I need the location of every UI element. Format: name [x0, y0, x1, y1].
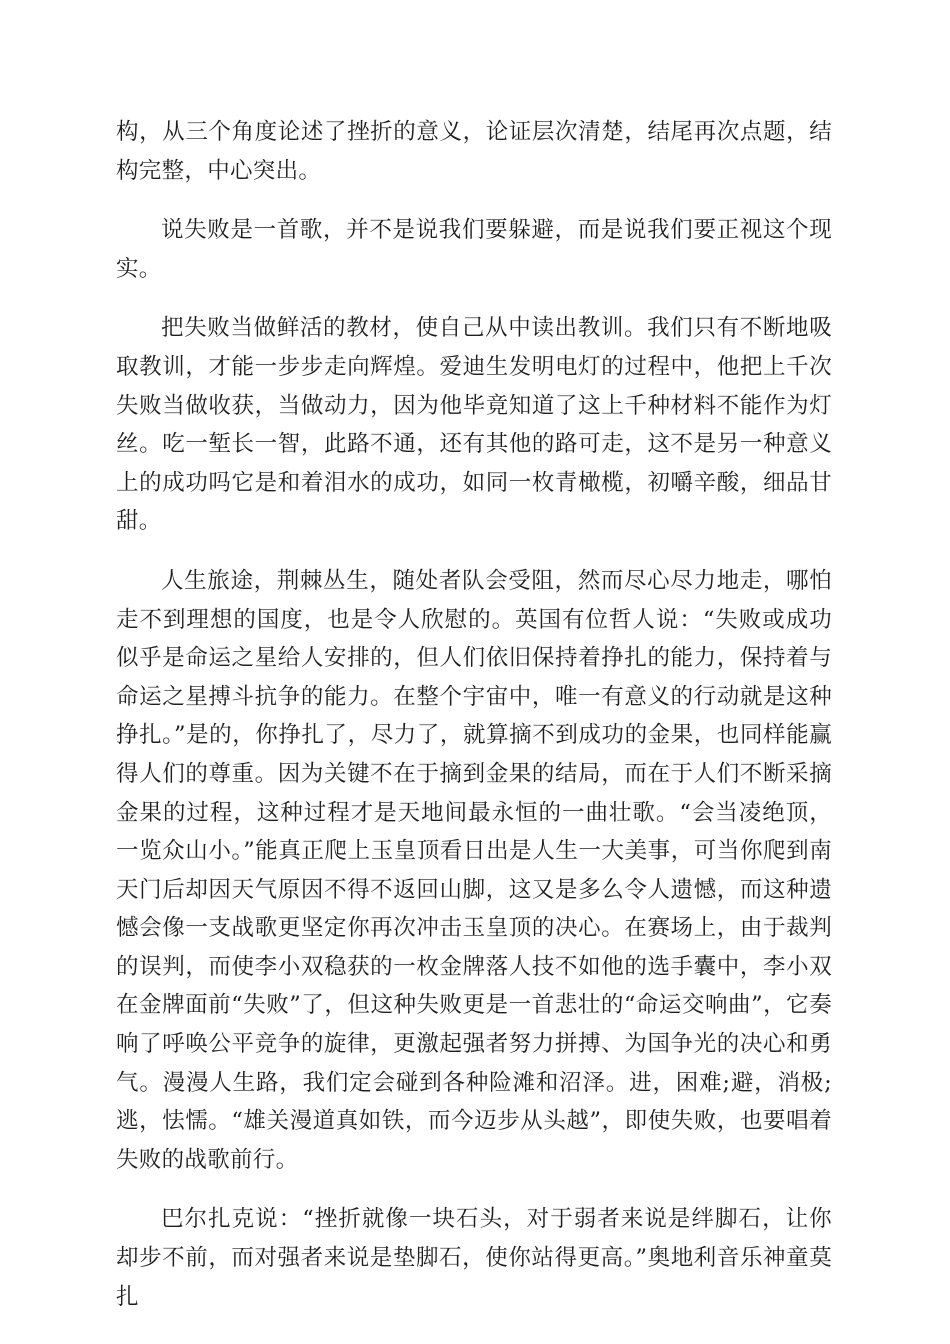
- paragraph: 人生旅途，荆棘丛生，随处者队会受阻，然而尽心尽力地走，哪怕走不到理想的国度，也是令人欣慰的。英国有位哲人说：“失败或成功似乎是命运之星给人安排的，但人们依旧保持着挣扎的能力，保持着与命运之星搏斗抗争的能力。在整个宇宙中，唯一有意义的行动就是这种挣扎。”是的，你挣扎了，尽力了，就算摘不到成功的金果，也同样能赢得人们的尊重。因为关键不在于摘到金果的结局，而在于人们不断采摘金果的过程，这种过程才是天地间最永恒的一曲壮歌。“会当凌绝顶，一览众山小。”能真正爬上玉皇顶看日出是人生一大美事，可当你爬到南天门后却因天气原因不得不返回山脚，这又是多么令人遗憾，而这种遗憾会像一支战歌更坚定你再次冲击玉皇顶的决心。在赛场上，由于裁判的误判，而使李小双稳获的一枚金牌落人技不如他的选手囊中，李小双在金牌面前“失败”了，但这种失败更是一首悲壮的“命运交响曲”，它奏响了呼唤公平竞争的旋律，更激起强者努力拼搏、为国争光的决心和勇气。漫漫人生路，我们定会碰到各种险滩和沼泽。进，困难;避，消极;逃，怯懦。“雄关漫道真如铁，而今迈步从头越”，即使失败，也要唱着失败的战歌前行。: [116, 567, 832, 1173]
- document-page: [116, 113, 832, 1316]
- paragraph: 构，从三个角度论述了挫折的意义，论证层次清楚，结尾再次点题，结构完整，中心突出。: [116, 119, 832, 184]
- paragraph: 说失败是一首歌，并不是说我们要躲避，而是说我们要正视这个现实。: [116, 217, 832, 282]
- paragraph: 巴尔扎克说：“挫折就像一块石头，对于弱者来说是绊脚石，让你却步不前，而对强者来说是垫脚石，使你站得更高。”奥地利音乐神童莫扎: [116, 1206, 832, 1310]
- paragraph: 把失败当做鲜活的教材，使自己从中读出教训。我们只有不断地吸取教训，才能一步步走向辉煌。爱迪生发明电灯的过程中，他把上千次失败当做收获，当做动力，因为他毕竟知道了这上千种材料不能作为灯丝。吃一堑长一智，此路不通，还有其他的路可走，这不是另一种意义上的成功吗它是和着泪水的成功，如同一枚青橄榄，初嚼辛酸，细品甘甜。: [116, 315, 832, 535]
